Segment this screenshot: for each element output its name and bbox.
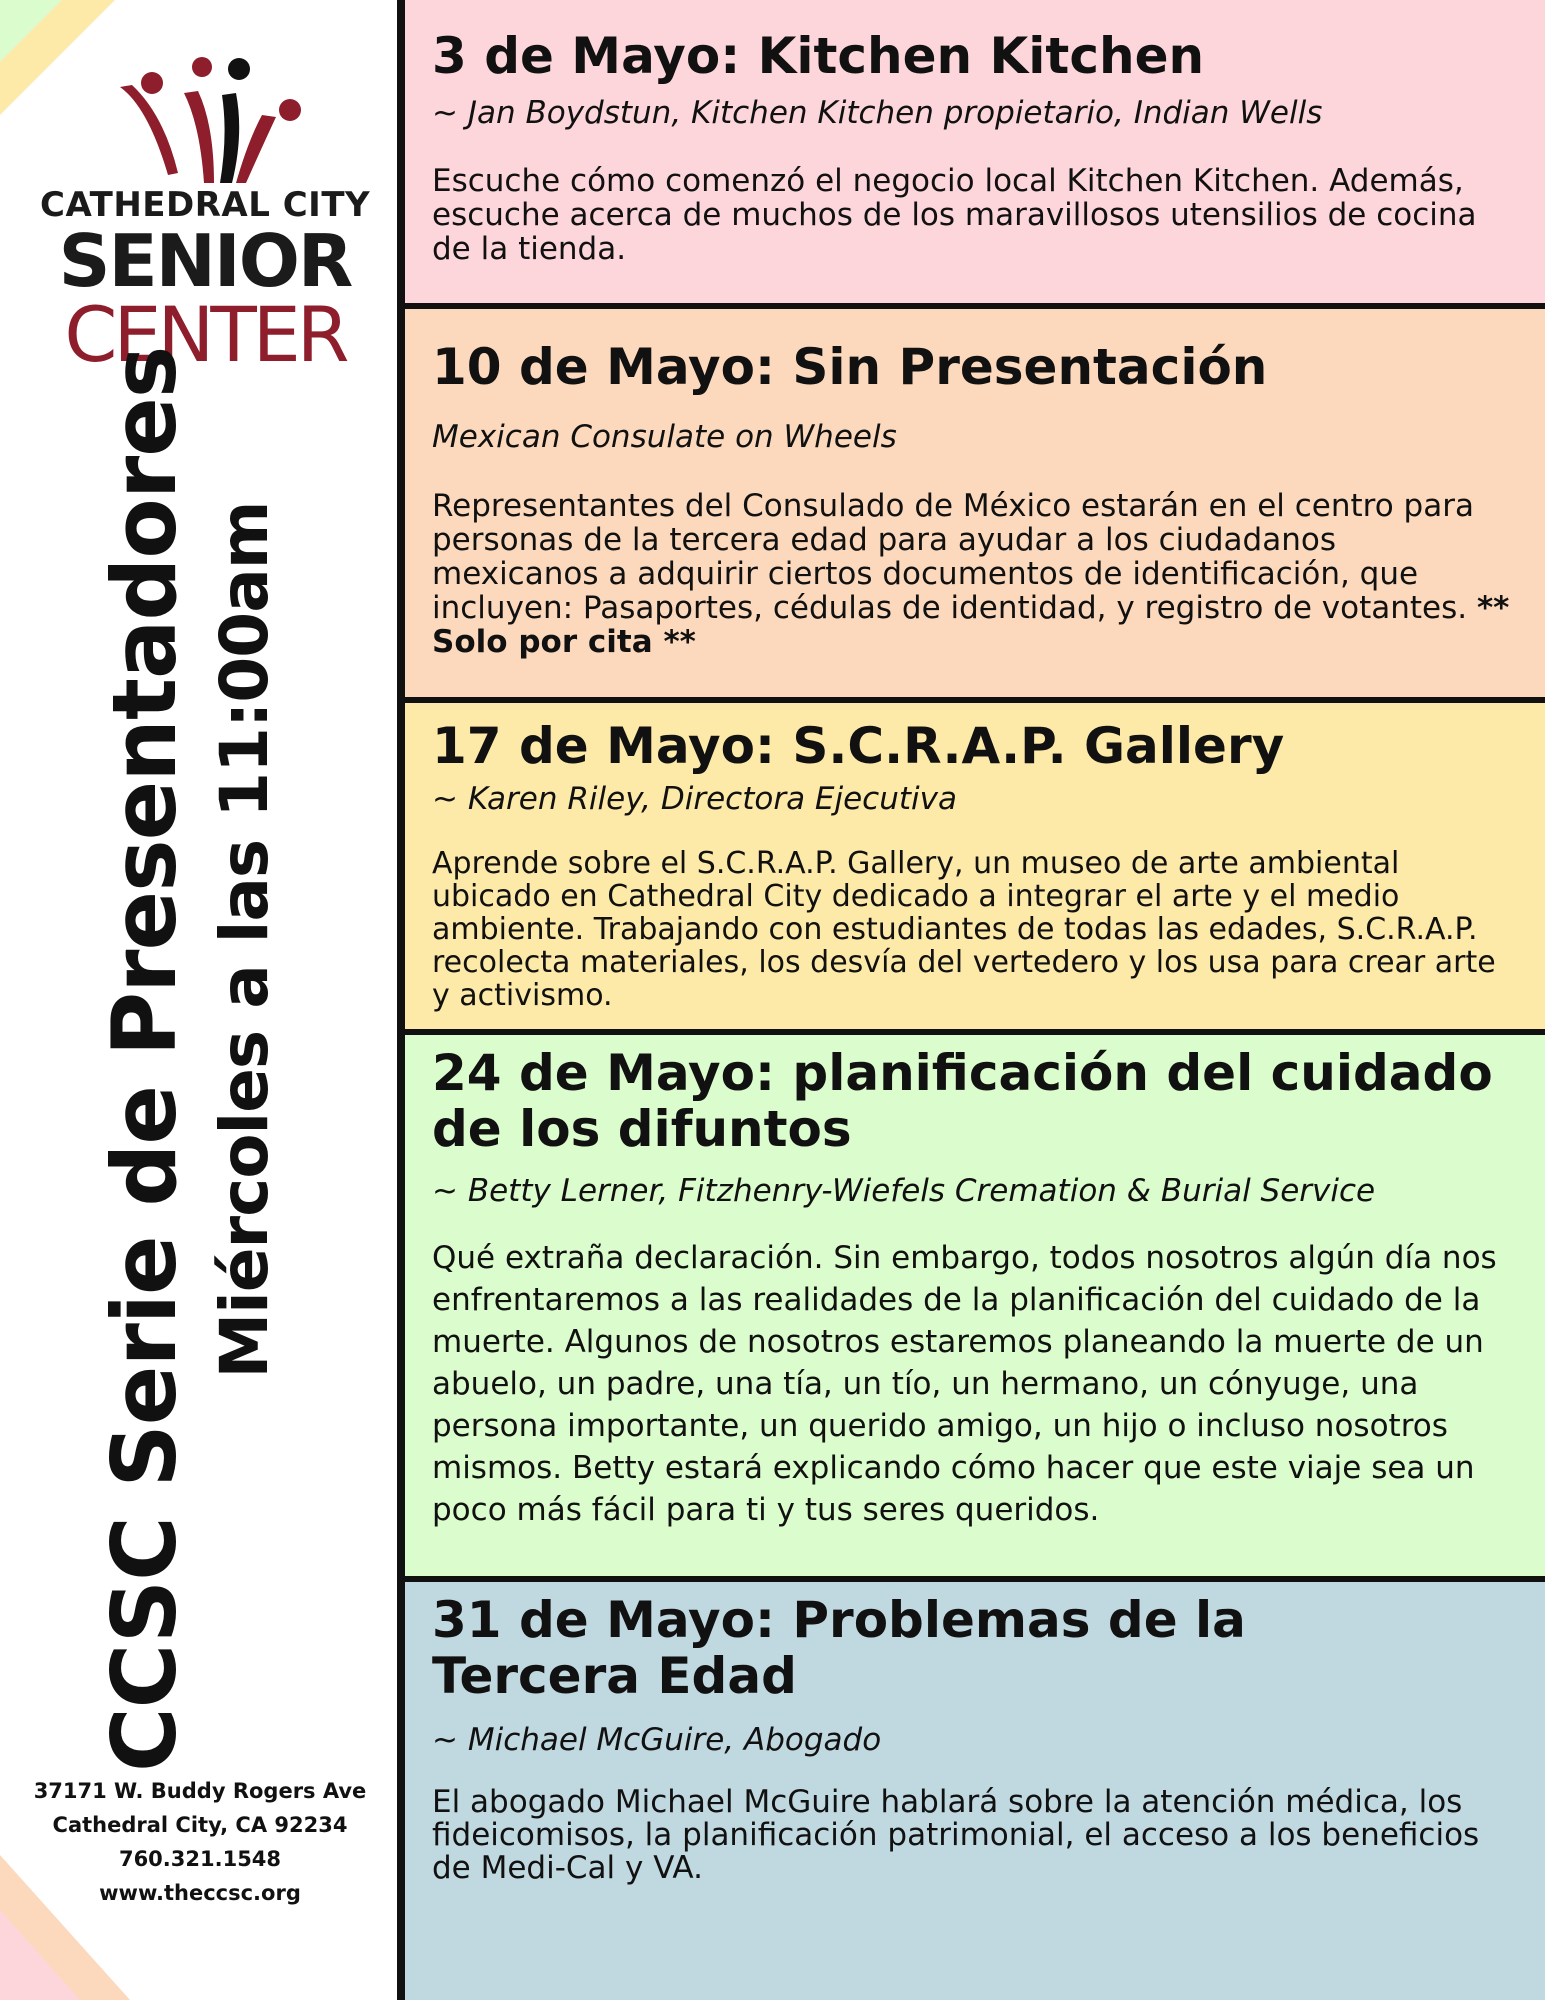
event-description: Aprende sobre el S.C.R.A.P. Gallery, un museo de arte ambiental ubicado en Cathedral City dedicado a integrar el arte y el medio ambiente. Trabajando con estudiantes de todas las edades, S.C.R.A.P. recolecta materiales, los desvía del vertedero y los usa para crear arte y activismo. xyxy=(432,846,1496,1013)
event-description: Qué extraña declaración. Sin embargo, todos nosotros algún día nos enfrentaremos a las realidades de la planificación del cuidado de la muerte. Algunos de nosotros estaremos planeando la muerte de un abuelo, un padre, una tía, un tío, un hermano, un cónyuge, una persona importante, un querido amigo, un hijo o incluso nosotros mismos. Betty estará explicando cómo hacer que este viaje sea un poco más fácil para ti y tus seres queridos. xyxy=(432,1240,1497,1528)
event-speaker: ~ Michael McGuire, Abogado xyxy=(432,1722,882,1758)
column-divider xyxy=(397,0,405,2000)
event-title: 24 de Mayo: planificación del cuidado de los difuntos xyxy=(432,1044,1493,1158)
event-title: 10 de Mayo: Sin Presentación xyxy=(432,338,1268,396)
event-speaker: ~ Karen Riley, Directora Ejecutiva xyxy=(432,781,957,817)
event-title: 31 de Mayo: Problemas de la Tercera Edad xyxy=(432,1591,1246,1705)
sidebar xyxy=(0,0,397,2000)
contact-info xyxy=(10,1774,390,1910)
event-section-may-24 xyxy=(405,1035,1545,1576)
event-title: 3 de Mayo: Kitchen Kitchen xyxy=(432,27,1205,85)
website-link[interactable]: www.theccsc.org xyxy=(99,1881,301,1905)
event-speaker: Mexican Consulate on Wheels xyxy=(432,419,897,455)
event-description xyxy=(432,489,1512,659)
schedule-subtitle: Miércoles a las 11:00am xyxy=(206,501,283,1379)
event-description: El abogado Michael McGuire hablará sobre la atención médica, los fideicomisos, la planificación patrimonial, el acceso a los beneficios de Medi-Cal y VA. xyxy=(432,1784,1480,1886)
event-title: 17 de Mayo: S.C.R.A.P. Gallery xyxy=(432,717,1285,775)
address-line-1: 37171 W. Buddy Rogers Ave xyxy=(33,1779,367,1803)
address-line-2: Cathedral City, CA 92234 xyxy=(52,1813,348,1837)
senior-center-logo xyxy=(40,55,370,385)
event-speaker: ~ Betty Lerner, Fitzhenry-Wiefels Cremation & Burial Service xyxy=(432,1173,1376,1209)
series-title: CCSC Serie de Presentadores xyxy=(93,346,196,1772)
event-section-may-17 xyxy=(405,703,1545,1029)
phone-number: 760.321.1548 xyxy=(118,1847,282,1871)
event-description-text: Representantes del Consulado de México estarán en el centro para personas de la tercera edad para ayudar a los ciudadanos mexicanos a adquirir ciertos documentos de identificación, que incluyen: Pasaportes, cédulas de identidad, y registro de votantes. xyxy=(432,488,1474,626)
logo-text-center: CENTER xyxy=(64,290,346,379)
event-section-may-3 xyxy=(405,0,1545,303)
event-section-may-10 xyxy=(405,309,1545,697)
logo-text-senior: SENIOR xyxy=(58,219,352,303)
people-figures-icon xyxy=(112,55,322,185)
event-description: Escuche cómo comenzó el negocio local Kitchen Kitchen. Además, escuche acerca de muchos de los maravillosos utensilios de cocina de la tienda. xyxy=(432,163,1477,267)
logo-text-cathedral-city: CATHEDRAL CITY xyxy=(40,185,371,225)
event-speaker: ~ Jan Boydstun, Kitchen Kitchen propietario, Indian Wells xyxy=(432,95,1323,131)
appointment-note: ** Solo por cita ** xyxy=(432,590,1510,660)
event-section-may-31 xyxy=(405,1582,1545,2000)
